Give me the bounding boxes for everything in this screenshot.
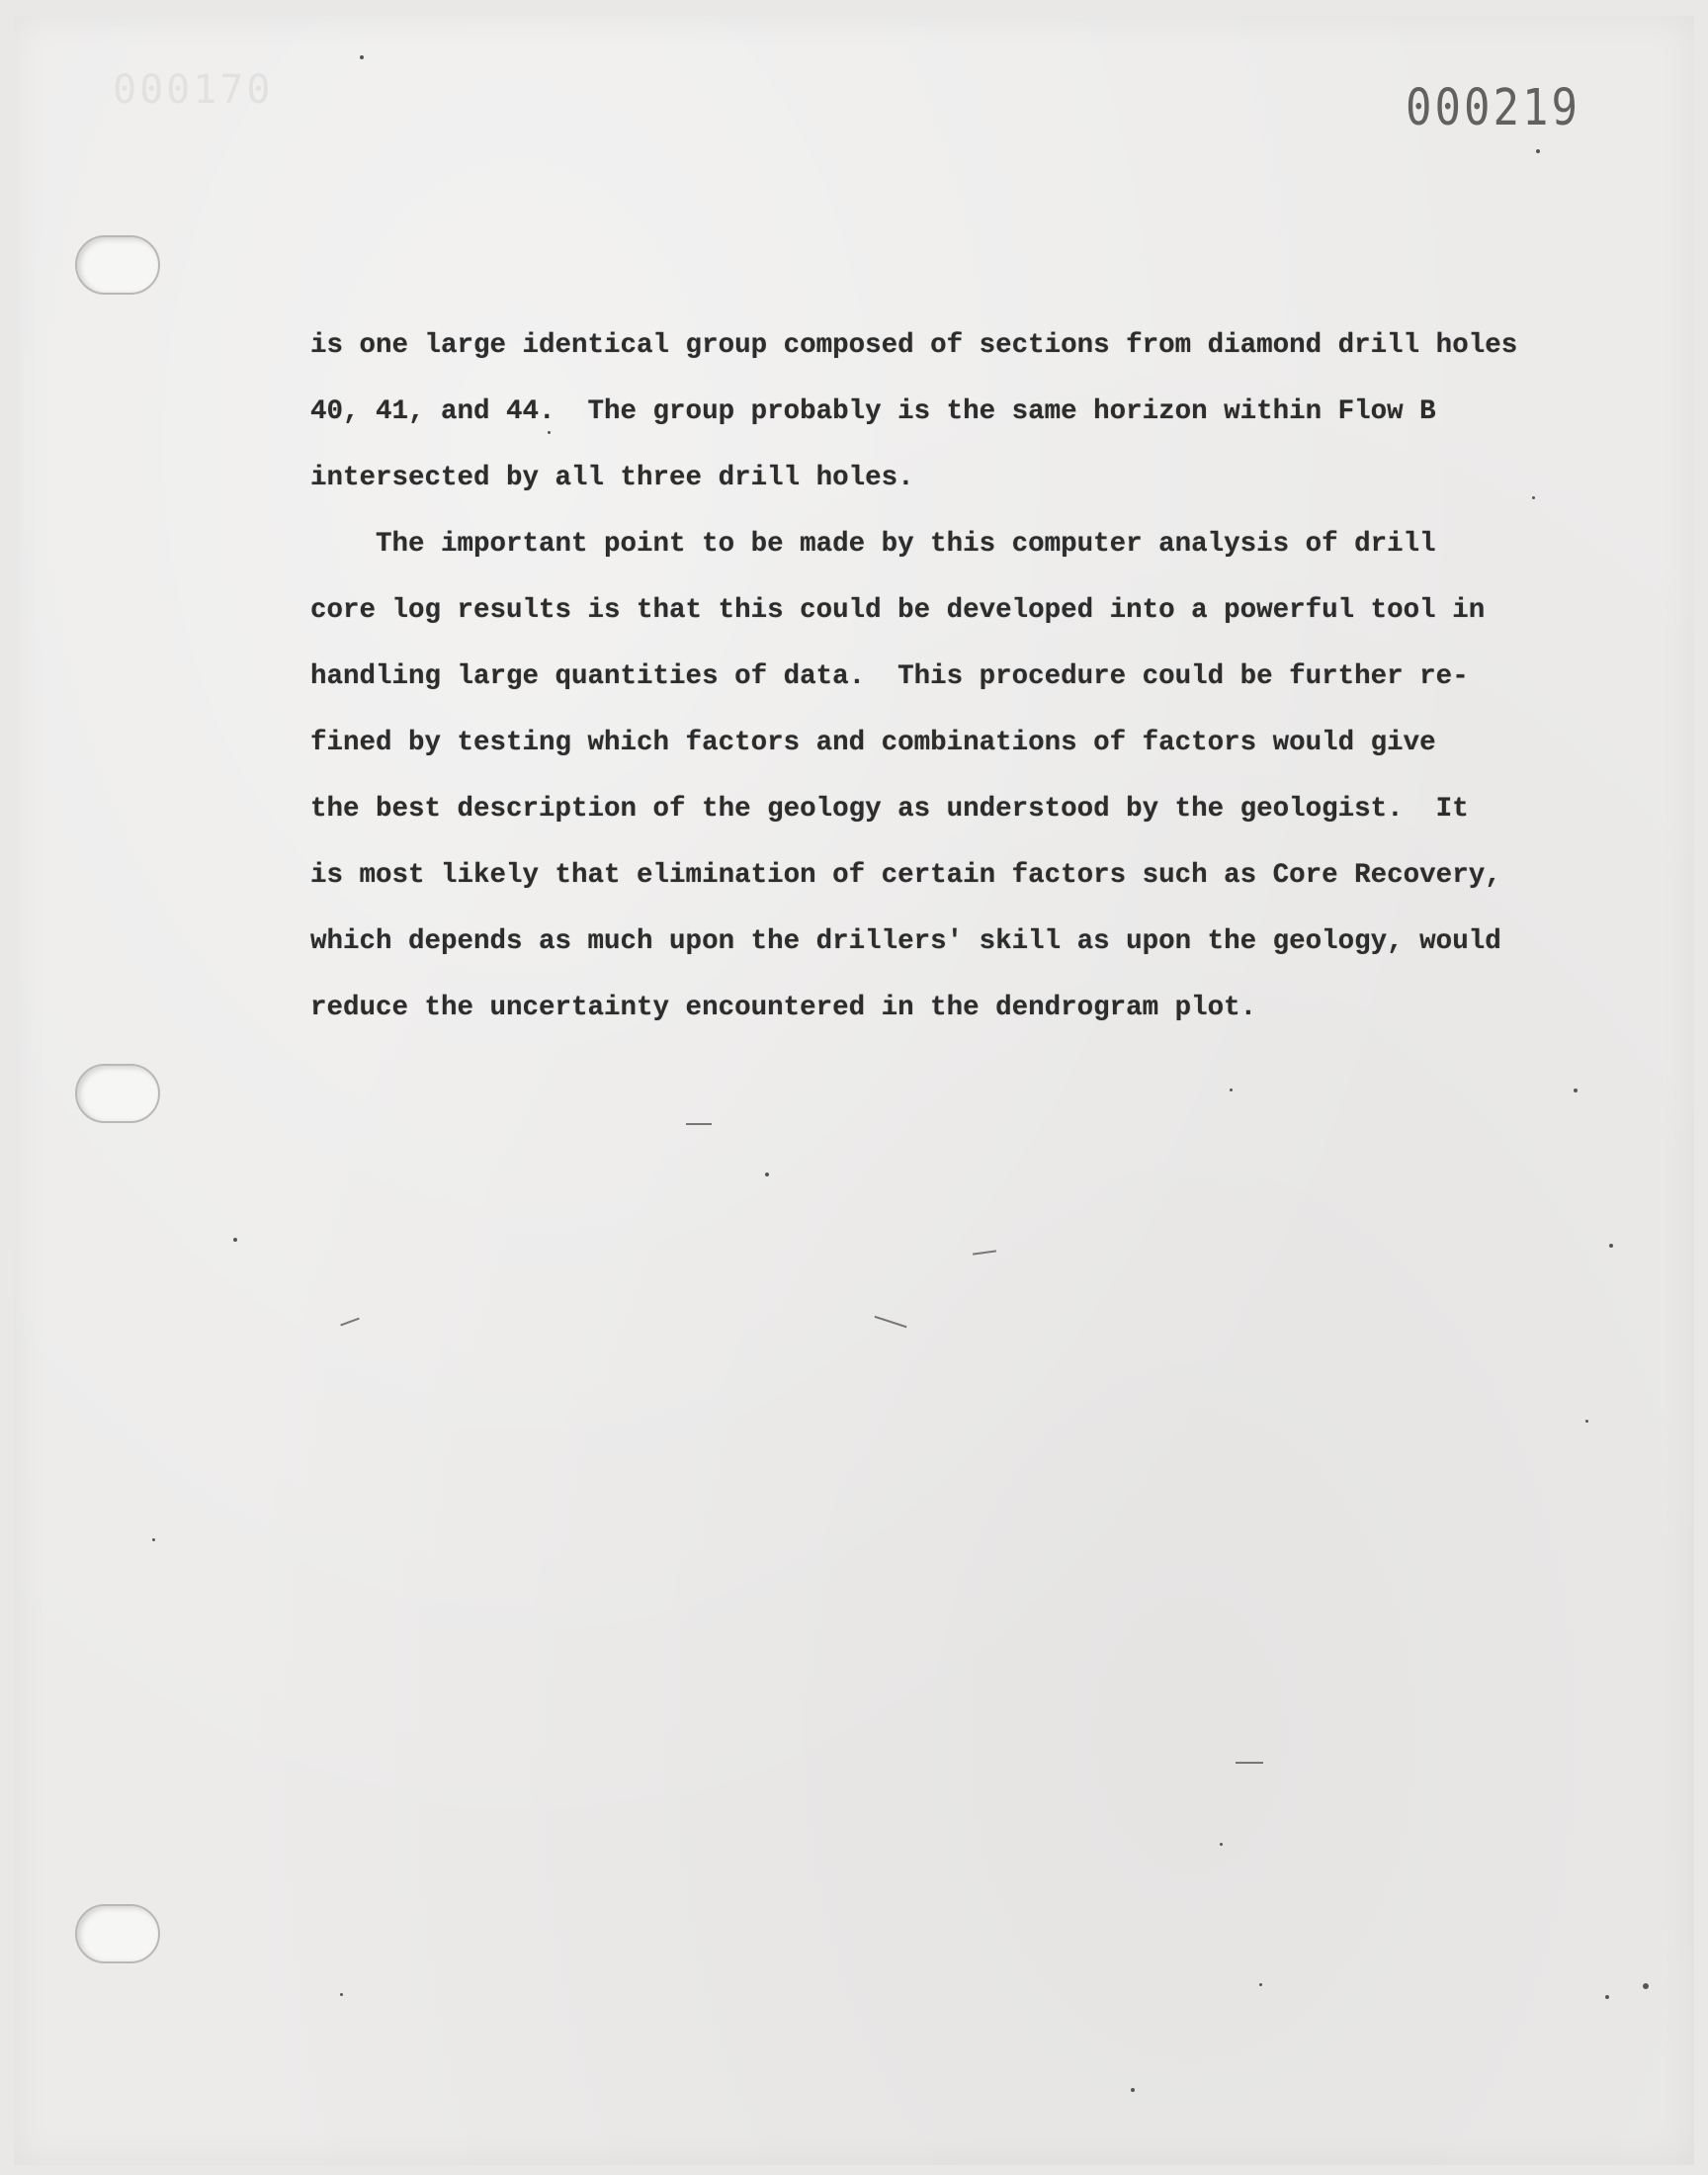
text-line: is one large identical group composed of sections from diamond drill holes xyxy=(310,330,1518,361)
body-text xyxy=(310,316,1576,1045)
text-line: is most likely that elimination of certain factors such as Core Recovery, xyxy=(310,860,1501,891)
scan-speck xyxy=(233,1238,237,1242)
text-line: The important point to be made by this computer analysis of drill xyxy=(310,529,1436,560)
scan-speck xyxy=(1131,2088,1135,2092)
scan-speck xyxy=(1259,1983,1262,1986)
text-line: which depends as much upon the drillers' skill as upon the geology, would xyxy=(310,926,1501,957)
paper-sheet xyxy=(14,16,1694,2165)
text-line: core log results is that this could be developed into a powerful tool in xyxy=(310,595,1486,626)
scan-mark xyxy=(875,1316,907,1328)
scan-speck xyxy=(1532,496,1535,499)
punch-hole-bottom xyxy=(75,1904,160,1963)
scan-mark xyxy=(686,1123,712,1125)
scan-speck xyxy=(340,1993,343,1996)
scan-speck xyxy=(1220,1843,1223,1846)
text-line: the best description of the geology as understood by the geologist. It xyxy=(310,794,1469,825)
scan-mark xyxy=(340,1318,359,1327)
scan-speck xyxy=(548,431,551,434)
bleed-through-page-number: 000170 xyxy=(113,67,274,113)
punch-hole-middle xyxy=(75,1064,160,1123)
scan-speck xyxy=(765,1173,769,1176)
text-line: intersected by all three drill holes. xyxy=(310,463,914,493)
text-line: reduce the uncertainty encountered in the dendrogram plot. xyxy=(310,993,1257,1023)
scan-speck xyxy=(1585,1420,1588,1423)
scan-mark xyxy=(973,1250,996,1255)
scan-speck xyxy=(1230,1088,1233,1091)
text-line: 40, 41, and 44. The group probably is the same horizon within Flow B xyxy=(310,396,1436,427)
text-line: fined by testing which factors and combinations of factors would give xyxy=(310,728,1436,758)
scan-speck xyxy=(1574,1088,1578,1092)
scan-speck xyxy=(360,55,364,59)
scan-speck xyxy=(152,1538,155,1541)
page-number: 000219 xyxy=(1406,79,1580,137)
scan-speck xyxy=(1609,1244,1613,1248)
scan-speck xyxy=(1605,1995,1609,1999)
text-line: handling large quantities of data. This procedure could be further re- xyxy=(310,661,1469,692)
punch-hole-top xyxy=(75,235,160,295)
scan-speck xyxy=(1643,1983,1649,1989)
scan-speck xyxy=(1536,149,1540,153)
scan-mark xyxy=(1236,1762,1263,1764)
